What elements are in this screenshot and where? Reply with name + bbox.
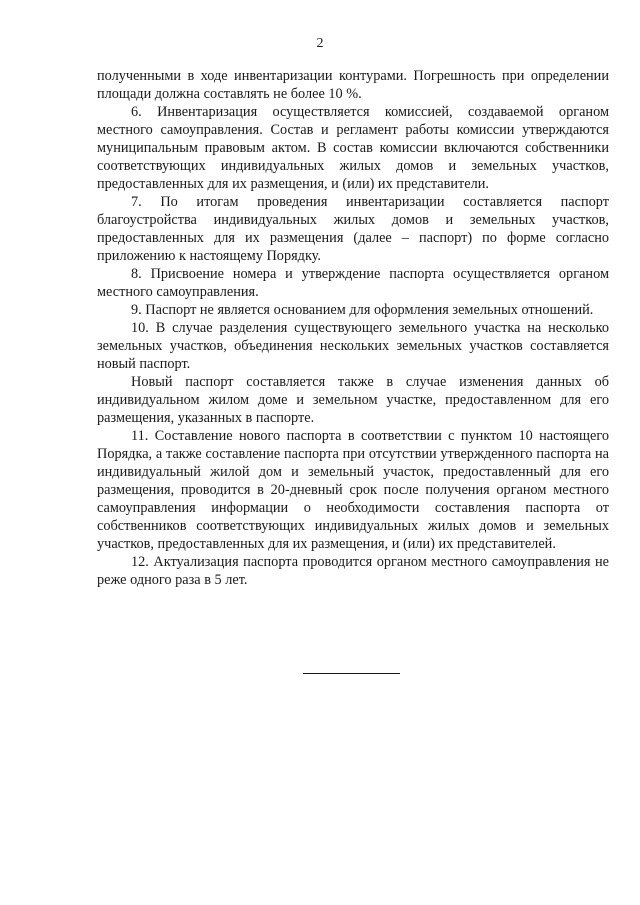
paragraph-7-passport-compilation: 7. По итогам проведения инвентаризации составляется паспорт благоустройства индивидуальных жилых домов и земельных участков, предоставленных для их размещения (далее – паспорт) по форме согласно приложению к настоящему Порядку. [97, 194, 609, 264]
page-number: 2 [316, 36, 324, 51]
paragraph-12-passport-update: 12. Актуализация паспорта проводится органом местного самоуправления не реже одного раза в 5 лет. [97, 554, 609, 588]
end-of-document-rule [303, 673, 400, 674]
paragraph-11-new-passport-term: 11. Составление нового паспорта в соответствии с пунктом 10 настоящего Порядка, а также составление паспорта при отсутствии утвержденного паспорта на индивидуальный жилой дом и земельный участок, предоставленный для его размещения, проводится в 20-дневный срок после получения органом местного самоуправления информации о необходимости составления паспорта от собственников соответствующих индивидуальных жилых домов и земельных участков, предоставленных для их размещения, и (или) их представителей. [97, 428, 609, 552]
paragraph-9-passport-status: 9. Паспорт не является основанием для оформления земельных отношений. [131, 302, 594, 318]
paragraph-continuation: полученными в ходе инвентаризации контурами. Погрешность при определении площади должна составлять не более 10 %. [97, 68, 609, 102]
paragraph-6-inventory-commission: 6. Инвентаризация осуществляется комиссией, создаваемой органом местного самоуправления. Состав и регламент работы комиссии утверждаются муниципальным правовым актом. В состав комиссии включаются собственники соответствующих индивидуальных жилых домов и земельных участков, предоставленных для их размещения, и (или) их представители. [97, 104, 609, 192]
document-body [97, 67, 609, 589]
paragraph-8-passport-approval: 8. Присвоение номера и утверждение паспорта осуществляется органом местного самоуправления. [97, 266, 609, 300]
paragraph-10-plot-division: 10. В случае разделения существующего земельного участка на несколько земельных участков, объединения нескольких земельных участков составляется новый паспорт. [97, 320, 609, 372]
paragraph-new-passport-changes: Новый паспорт составляется также в случае изменения данных об индивидуальном жилом доме и земельном участке, предоставленном для его размещения, указанных в паспорте. [97, 374, 609, 426]
